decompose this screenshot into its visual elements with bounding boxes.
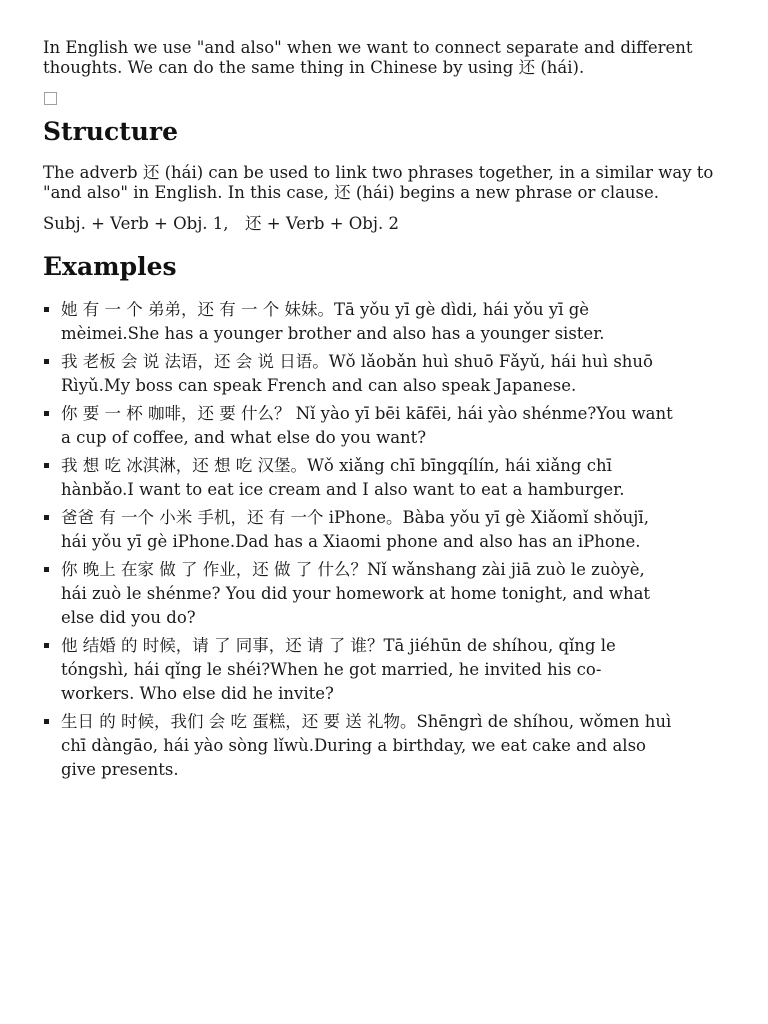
structure-paragraph: The adverb 还 (hái) can be used to link two phrases together, in a similar way to "and also" in English. In this case, 还 (hái) begins a new phrase or clause. [43,163,714,202]
intro-paragraph: In English we use "and also" when we want to connect separate and different thoughts. We can do the same thing in Chinese by using 还 (hái). [43,38,693,77]
example-item [61,350,724,398]
structure-pattern: Subj. + Verb + Obj. 1, 还 + Verb + Obj. 2 [43,214,399,233]
bullet-icon [44,411,49,416]
example-text: 你 晚上 在家 做 了 作业，还 做 了 什么？Nǐ wǎnshang zài jiā zuò le zuòyè, hái zuò le shénme? You did your homework at home tonight, and what else did you do? [61,560,651,627]
bullet-icon [44,307,49,312]
example-item [61,710,724,782]
example-text: 我 老板 会 说 法语，还 会 说 日语。Wǒ lǎobǎn huì shuō Fǎyǔ, hái huì shuō Rìyǔ.My boss can speak French and can also speak Japanese. [61,352,653,395]
structure-heading: Structure [43,117,178,146]
broken-image-placeholder [44,92,57,105]
example-text: 生日 的 时候，我们 会 吃 蛋糕，还 要 送 礼物。Shēngrì de shíhou, wǒmen huì chī dàngāo, hái yào sòng lǐwù.During a birthday, we eat cake and also give presents. [61,712,672,779]
bullet-icon [44,643,49,648]
bullet-icon [44,515,49,520]
examples-heading: Examples [43,252,177,281]
example-text: 她 有 一 个 弟弟，还 有 一 个 妹妹。Tā yǒu yī gè dìdi, hái yǒu yī gè mèimei.She has a younger brother and also has a younger sister. [61,300,605,343]
example-text: 我 想 吃 冰淇淋，还 想 吃 汉堡。Wǒ xiǎng chī bīngqílín, hái xiǎng chī hànbǎo.I want to eat ice cream and I also want to eat a hamburger. [61,456,625,499]
example-item [61,454,724,502]
bullet-icon [44,463,49,468]
bullet-icon [44,567,49,572]
example-text: 他 结婚 的 时候，请 了 同事，还 请 了 谁？Tā jiéhūn de shíhou, qǐng le tóngshì, hái qǐng le shéi?When he got married, he invited his co-workers. Who else did he invite? [61,636,616,703]
example-item [61,558,724,630]
example-item [61,506,724,554]
example-text: 爸爸 有 一个 小米 手机，还 有 一个 iPhone。Bàba yǒu yī gè Xiǎomǐ shǒujī, hái yǒu yī gè iPhone.Dad has a Xiaomi phone and also has an iPhone. [61,508,649,551]
example-item [61,298,724,346]
examples-list [43,298,724,782]
example-item [61,634,724,706]
bullet-icon [44,719,49,724]
example-item [61,402,724,450]
bullet-icon [44,359,49,364]
example-text: 你 要 一 杯 咖啡，还 要 什么？ Nǐ yào yī bēi kāfēi, hái yào shénme?You want a cup of coffee, and what else do you want? [61,404,673,447]
